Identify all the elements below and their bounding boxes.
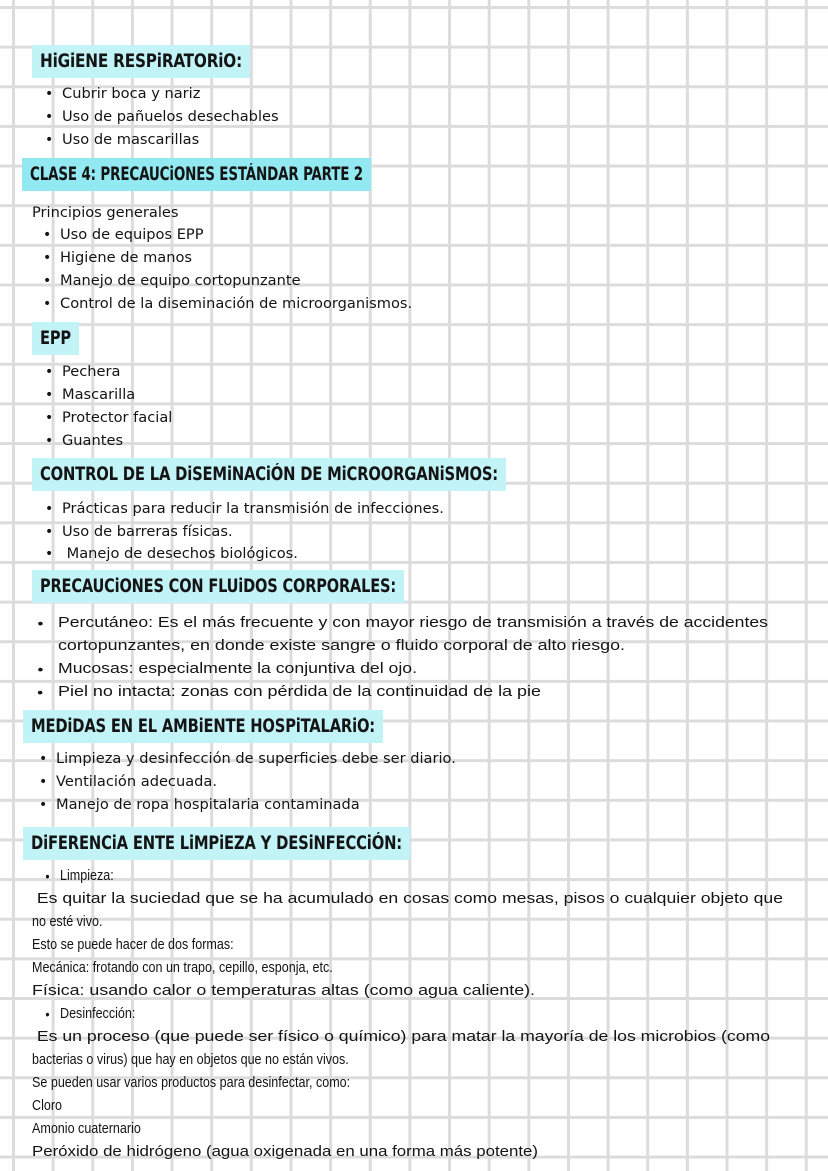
list-item: • Prácticas para reducir la transmisión de infecciones. [62, 499, 444, 519]
paragraph-line: Esto se puede hacer de dos formas: [32, 937, 234, 953]
paragraph-line: bacterias o virus) que hay en objetos que no están vivos. [32, 1052, 349, 1068]
list-item: • Percutáneo: Es el más frecuente y con mayor riesgo de transmisión a través de accidentes [58, 613, 768, 633]
list-item: • Uso de pañuelos desechables [62, 107, 279, 127]
heading-fluidos-corporales: PRECAUCiONES CON FLUiDOS CORPORALES: [32, 570, 404, 603]
heading-diferencia-limpieza-desinfeccion: DiFERENCiA ENTE LiMPiEZA Y DESiNFECCiÓN: [23, 827, 410, 860]
list-item: • Uso de barreras físicas. [62, 522, 233, 542]
list-item: • Manejo de desechos biológicos. [62, 544, 298, 564]
list-item: • Guantes [62, 431, 123, 451]
list-item-continuation: cortopunzantes, en donde existe sangre o fluido corporal de alto riesgo. [58, 638, 625, 654]
list-item: • Uso de equipos EPP [60, 225, 204, 245]
list-item: • Protector facial [62, 408, 172, 428]
subheading-desinfeccion: • Desinfección: [60, 1004, 135, 1024]
list-item: • Piel no intacta: zonas con pérdida de la continuidad de la pie [58, 682, 541, 702]
list-item: • Pechera [62, 362, 120, 382]
list-item: • Control de la diseminación de microorganismos. [60, 294, 412, 314]
list-item: • Mucosas: especialmente la conjuntiva del ojo. [58, 659, 417, 679]
paragraph-line: Se pueden usar varios productos para desinfectar, como: [32, 1075, 351, 1091]
paragraph-line: Cloro [32, 1098, 62, 1114]
paragraph-line: Es un proceso (que puede ser físico o químico) para matar la mayoría de los microbios (como [32, 1029, 770, 1045]
heading-clase-4: CLASE 4: PRECAUCiONES ESTÁNDAR PARTE 2 [22, 158, 371, 191]
list-item: • Ventilación adecuada. [56, 772, 217, 792]
list-item: • Manejo de equipo cortopunzante [60, 271, 301, 291]
paragraph-line: no esté vivo. [32, 914, 103, 930]
paragraph-line: Física: usando calor o temperaturas altas (como agua caliente). [32, 983, 535, 999]
list-item: • Limpieza y desinfección de superficies debe ser diario. [56, 749, 456, 769]
subheading-limpieza: • Limpieza: [60, 866, 114, 886]
heading-control-diseminacion: CONTROL DE LA DiSEMiNACiÓN DE MiCROORGANiSMOS: [32, 458, 506, 491]
paragraph-line: Peróxido de hidrógeno (agua oxigenada en una forma más potente) [32, 1144, 538, 1160]
list-item: • Cubrir boca y nariz [62, 84, 200, 104]
heading-medidas-hospitalario: MEDiDAS EN EL AMBiENTE HOSPiTALARiO: [23, 710, 383, 743]
list-item: • Higiene de manos [60, 248, 192, 268]
heading-epp: EPP [32, 322, 79, 355]
paragraph-line: Es quitar la suciedad que se ha acumulado en cosas como mesas, pisos o cualquier objeto que [32, 891, 784, 907]
heading-higiene-respiratorio: HiGiENE RESPiRATORiO: [32, 45, 250, 78]
list-item: • Mascarilla [62, 385, 135, 405]
paragraph-line: Amonio cuaternario [32, 1121, 141, 1137]
section-intro: Principios generales [32, 204, 179, 221]
paragraph-line: Mecánica: frotando con un trapo, cepillo, esponja, etc. [32, 960, 333, 976]
list-item: • Uso de mascarillas [62, 130, 199, 150]
list-item: • Manejo de ropa hospitalaria contaminada [56, 795, 360, 815]
